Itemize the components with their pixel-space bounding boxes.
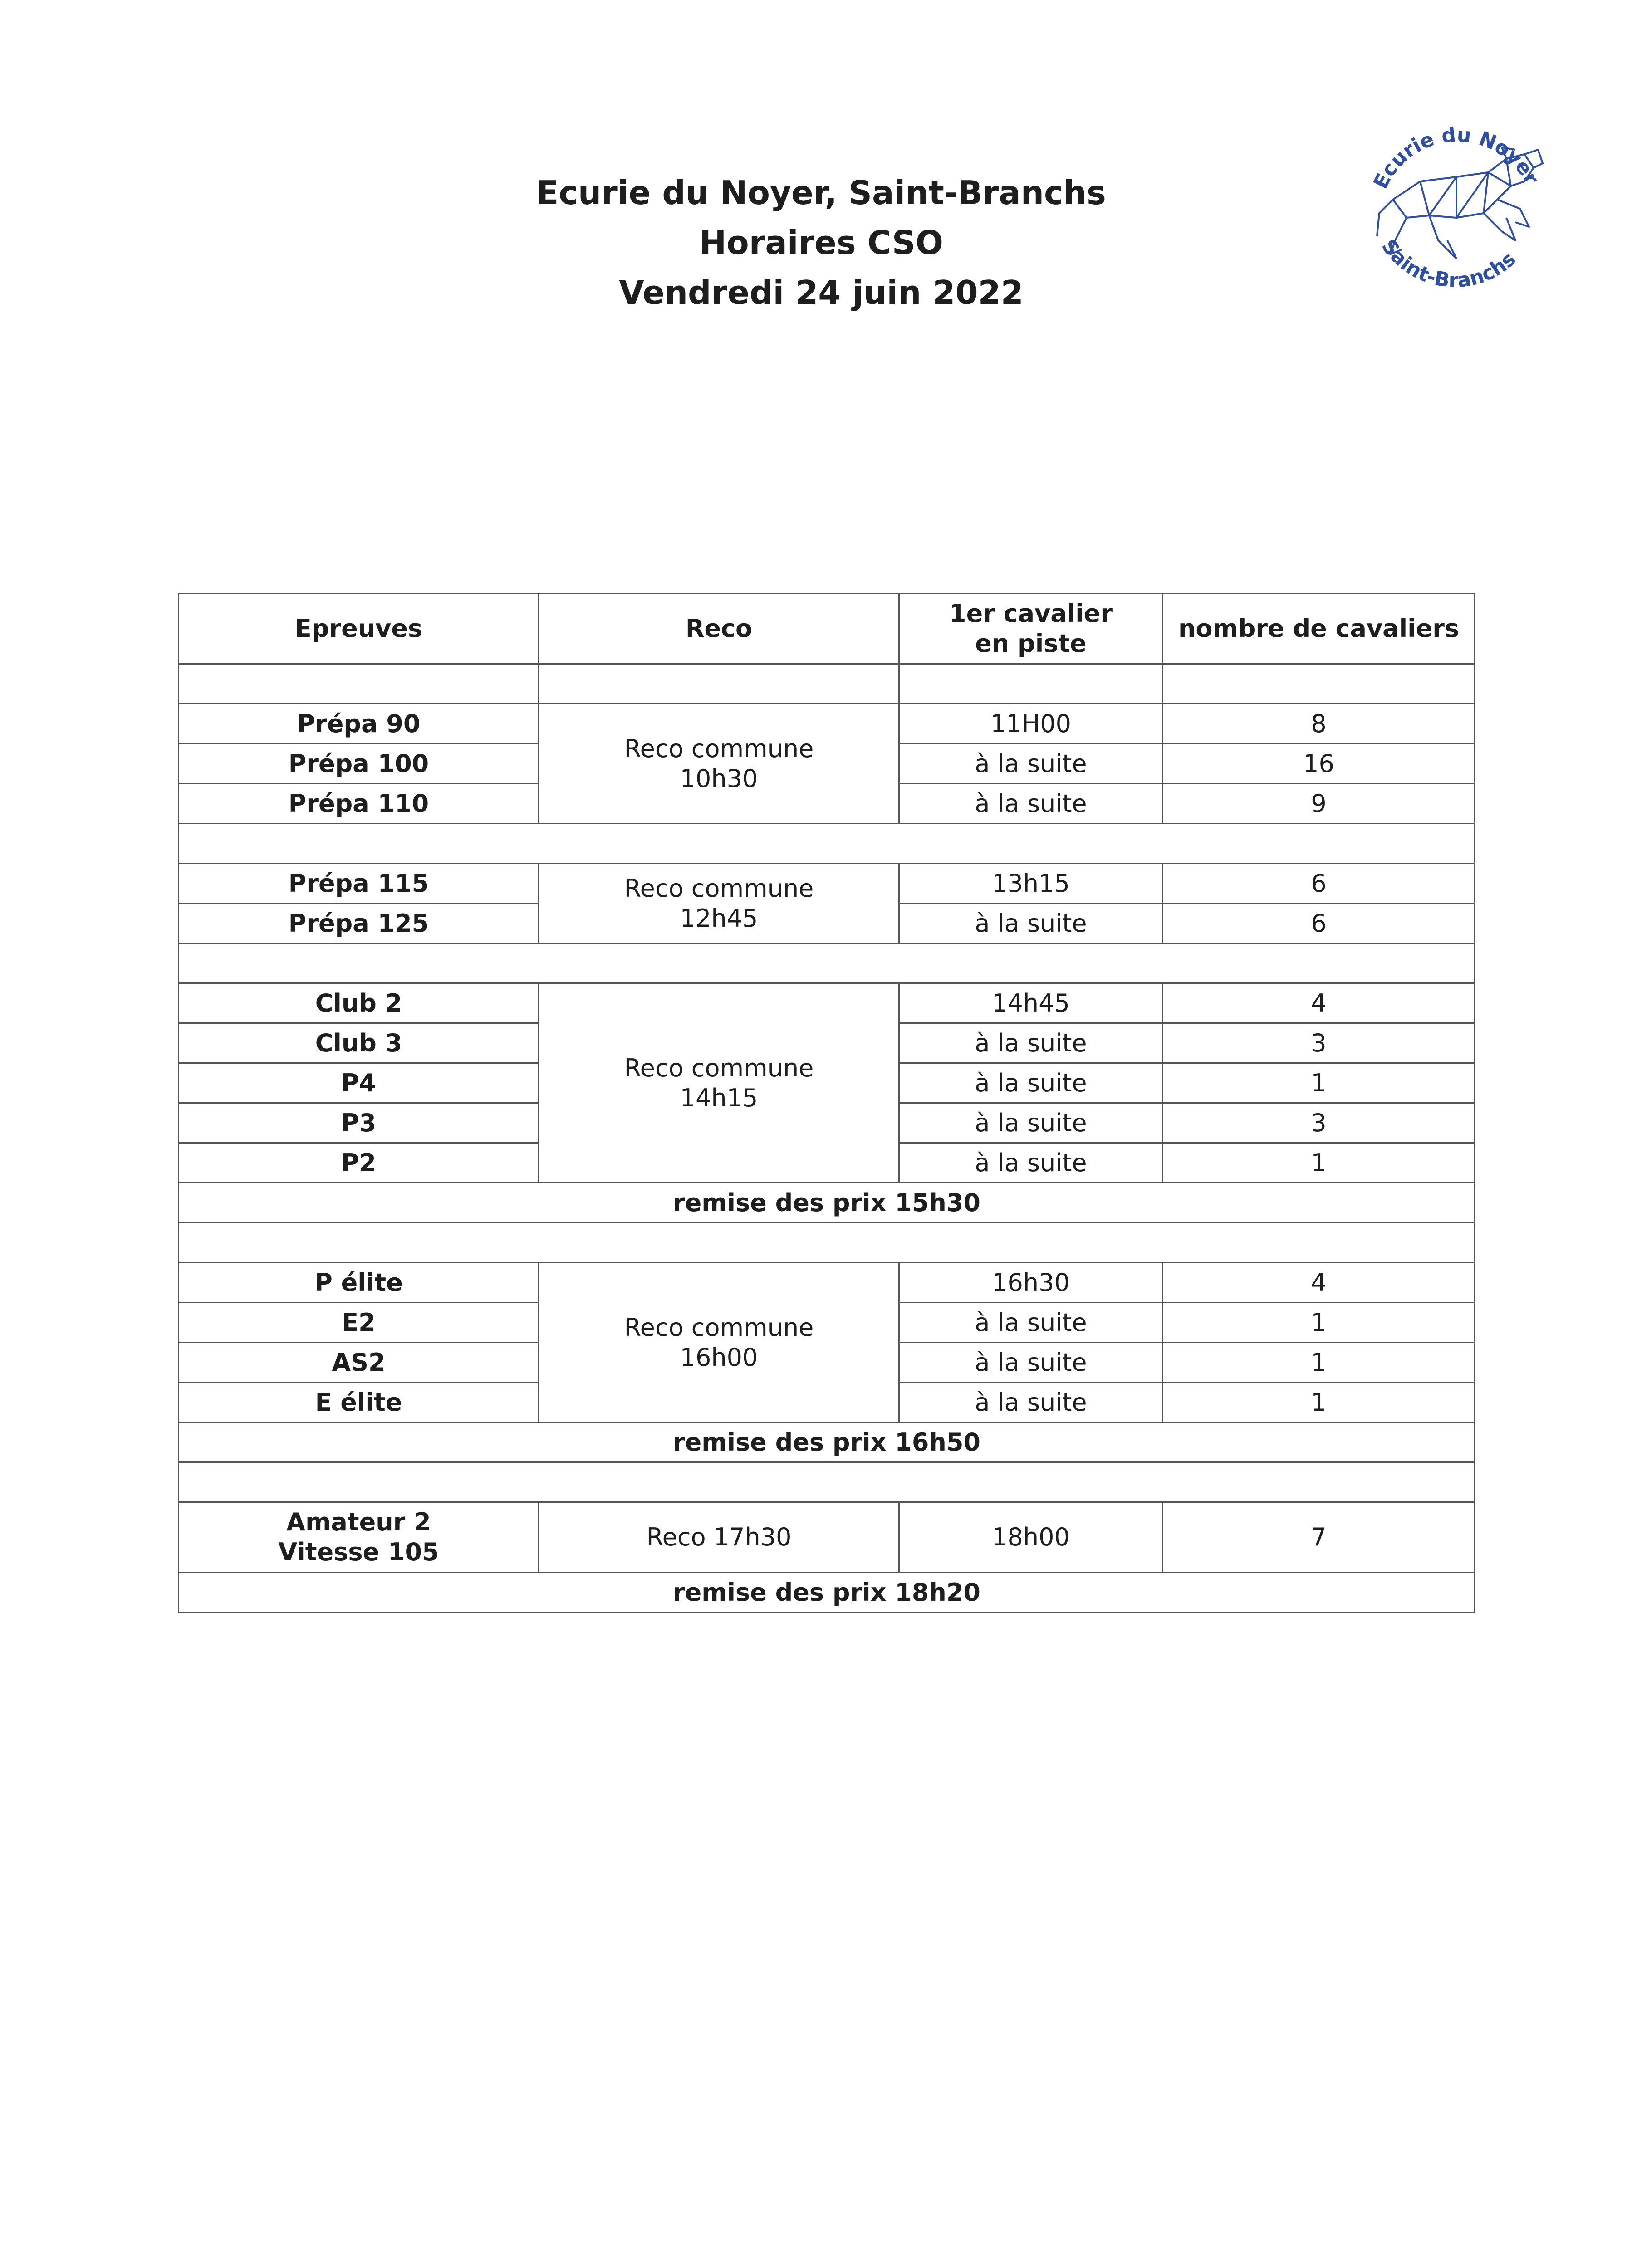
prize-ceremony-cell: remise des prix 15h30: [179, 1183, 1475, 1223]
epreuve-cell: Prépa 110: [179, 784, 539, 824]
table-row: [179, 864, 1475, 904]
empty-cell: [1163, 664, 1475, 704]
epreuve-cell: Amateur 2 Vitesse 105: [179, 1502, 539, 1573]
prize-row: [179, 1422, 1475, 1462]
table-row: [179, 983, 1475, 1023]
spacer-row: [179, 664, 1475, 704]
first-rider-cell: à la suite: [899, 1143, 1163, 1183]
empty-cell: [179, 664, 539, 704]
logo-bottom-text: Saint-Branchs: [1377, 235, 1520, 293]
title-line-venue: Ecurie du Noyer, Saint-Branchs: [536, 174, 1106, 212]
header-rider-count: nombre de cavaliers: [1163, 594, 1475, 664]
epreuve-cell: Club 3: [179, 1023, 539, 1063]
first-rider-cell: à la suite: [899, 784, 1163, 824]
epreuve-cell: P2: [179, 1143, 539, 1183]
rider-count-cell: 3: [1163, 1103, 1475, 1143]
first-rider-cell: 18h00: [899, 1502, 1163, 1573]
rider-count-cell: 3: [1163, 1023, 1475, 1063]
epreuve-cell: Prépa 100: [179, 744, 539, 784]
rider-count-cell: 1: [1163, 1383, 1475, 1422]
reco-cell: Reco 17h30: [539, 1502, 899, 1573]
first-rider-cell: 14h45: [899, 983, 1163, 1023]
empty-cell: [179, 824, 1475, 864]
first-rider-cell: à la suite: [899, 1383, 1163, 1422]
first-rider-cell: à la suite: [899, 1063, 1163, 1103]
ecurie-logo: [1352, 104, 1561, 313]
spacer-row: [179, 1223, 1475, 1263]
epreuve-cell: Prépa 125: [179, 904, 539, 943]
title-line-date: Vendredi 24 juin 2022: [619, 274, 1024, 312]
empty-cell: [179, 1223, 1475, 1263]
empty-cell: [179, 1462, 1475, 1502]
reco-cell: Reco commune 14h15: [539, 983, 899, 1183]
table-row: [179, 1502, 1475, 1573]
header-epreuves: Epreuves: [179, 594, 539, 664]
rider-count-cell: 7: [1163, 1502, 1475, 1573]
header-reco: Reco: [539, 594, 899, 664]
table-header-row: [179, 594, 1475, 664]
first-rider-cell: 16h30: [899, 1263, 1163, 1303]
spacer-row: [179, 943, 1475, 983]
document-title: [454, 168, 1189, 318]
first-rider-cell: à la suite: [899, 1023, 1163, 1063]
rider-count-cell: 8: [1163, 704, 1475, 744]
rider-count-cell: 1: [1163, 1143, 1475, 1183]
first-rider-cell: à la suite: [899, 1103, 1163, 1143]
epreuve-cell: AS2: [179, 1343, 539, 1383]
header-first-rider: 1er cavalier en piste: [899, 594, 1163, 664]
rider-count-cell: 6: [1163, 904, 1475, 943]
prize-ceremony-cell: remise des prix 18h20: [179, 1573, 1475, 1613]
epreuve-cell: P élite: [179, 1263, 539, 1303]
prize-row: [179, 1573, 1475, 1613]
rider-count-cell: 1: [1163, 1343, 1475, 1383]
first-rider-cell: 11H00: [899, 704, 1163, 744]
empty-cell: [179, 943, 1475, 983]
rider-count-cell: 16: [1163, 744, 1475, 784]
spacer-row: [179, 824, 1475, 864]
reco-cell: Reco commune 12h45: [539, 864, 899, 943]
epreuve-cell: Club 2: [179, 983, 539, 1023]
schedule-table: [178, 593, 1475, 1613]
empty-cell: [899, 664, 1163, 704]
table-row: [179, 1263, 1475, 1303]
first-rider-cell: 13h15: [899, 864, 1163, 904]
table-row: [179, 704, 1475, 744]
spacer-row: [179, 1462, 1475, 1502]
rider-count-cell: 1: [1163, 1063, 1475, 1103]
epreuve-cell: Prépa 90: [179, 704, 539, 744]
epreuve-cell: P3: [179, 1103, 539, 1143]
rider-count-cell: 1: [1163, 1303, 1475, 1343]
prize-row: [179, 1183, 1475, 1223]
rider-count-cell: 9: [1163, 784, 1475, 824]
logo-top-text: Ecurie du Noyer: [1369, 123, 1543, 193]
first-rider-cell: à la suite: [899, 904, 1163, 943]
title-line-schedule: Horaires CSO: [699, 224, 943, 262]
rider-count-cell: 6: [1163, 864, 1475, 904]
rider-count-cell: 4: [1163, 1263, 1475, 1303]
rider-count-cell: 4: [1163, 983, 1475, 1023]
epreuve-cell: P4: [179, 1063, 539, 1103]
empty-cell: [539, 664, 899, 704]
epreuve-cell: Prépa 115: [179, 864, 539, 904]
first-rider-cell: à la suite: [899, 1303, 1163, 1343]
prize-ceremony-cell: remise des prix 16h50: [179, 1422, 1475, 1462]
first-rider-cell: à la suite: [899, 744, 1163, 784]
reco-cell: Reco commune 16h00: [539, 1263, 899, 1422]
first-rider-cell: à la suite: [899, 1343, 1163, 1383]
epreuve-cell: E2: [179, 1303, 539, 1343]
epreuve-cell: E élite: [179, 1383, 539, 1422]
reco-cell: Reco commune 10h30: [539, 704, 899, 824]
